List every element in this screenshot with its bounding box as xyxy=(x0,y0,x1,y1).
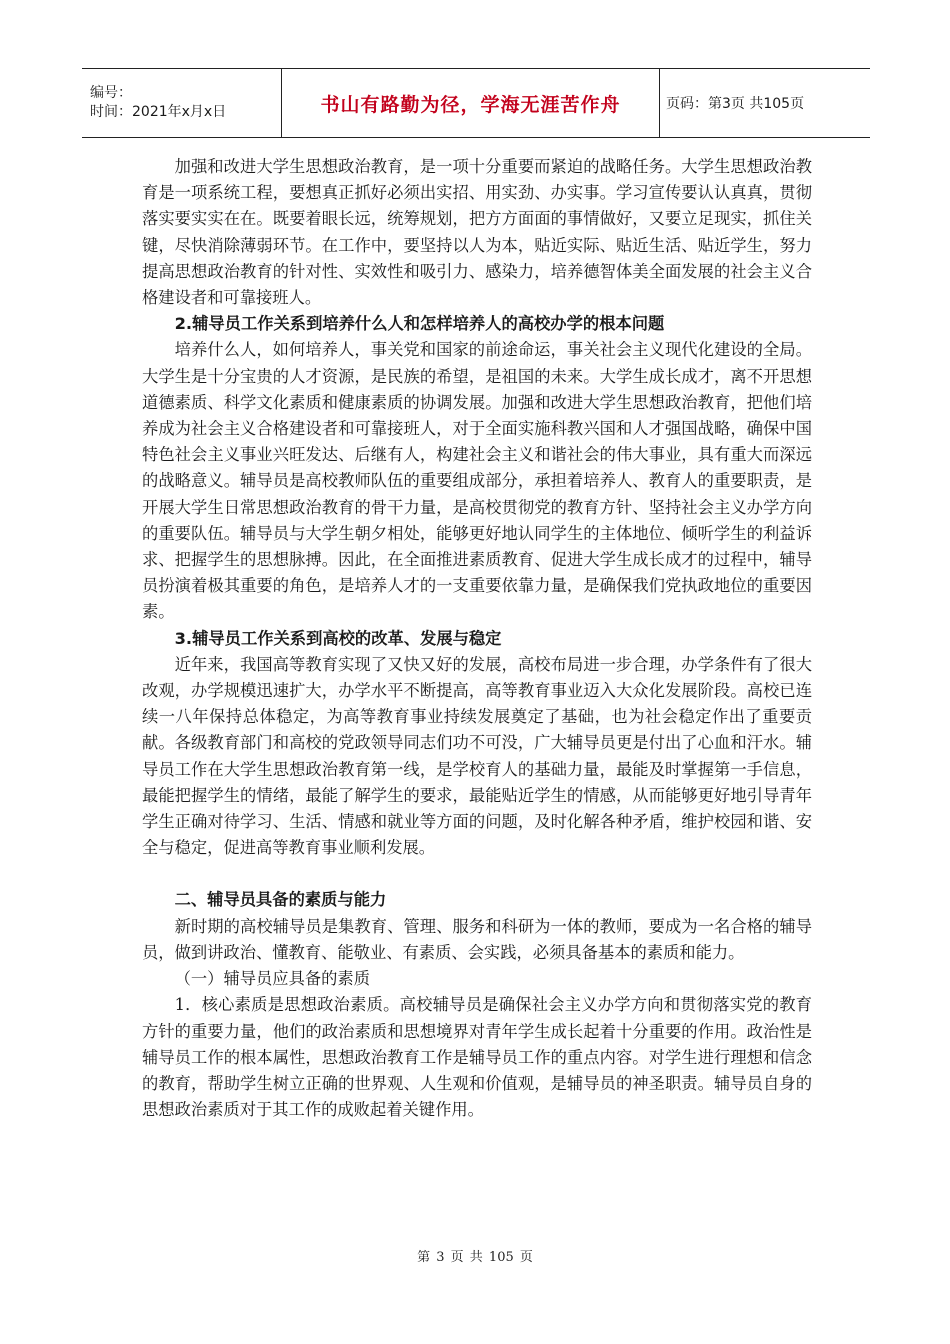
motto-text: 书山有路勤为径，学海无涯苦作舟 xyxy=(320,93,621,116)
footer-page-number: 第 3 页 共 105 页 xyxy=(417,1250,533,1265)
paragraph-gap xyxy=(142,861,812,887)
time-label: 时间：2021年x月x日 xyxy=(90,104,227,120)
chapter-heading: 二、辅导员具备的素质与能力 xyxy=(174,890,387,910)
body-paragraph: 培养什么人，如何培养人，事关党和国家的前途命运，事关社会主义现代化建设的全局。大学生是十分宝贵的人才资源，是民族的希望，是祖国的未来。大学生成长成才，离不开思想道德素质、科学文化素质和健康素质的协调发展。加强和改进大学生思想政治教育，把他们培养成为社会主义合格建设者和可靠接班人，对于全面实施科教兴国和人才强国战略，确保中国特色社会主义事业兴旺发达、后继有人，构建社会主义和谐社会的伟大事业，具有重大而深远的战略意义。辅导员是高校教师队伍的重要组成部分，承担着培养人、教育人的重要职责，是开展大学生日常思想政治教育的骨干力量，是高校贯彻党的教育方针、坚持社会主义办学方向的重要队伍。辅导员与大学生朝夕相处，能够更好地认同学生的主体地位、倾听学生的利益诉求、把握学生的思想脉搏。因此，在全面推进素质教育、促进大学生成长成才的过程中，辅导员扮演着极其重要的角色，是培养人才的一支重要依靠力量，是确保我们党执政地位的重要因素。 xyxy=(142,340,812,622)
document-header xyxy=(82,68,870,138)
section-heading: 2.辅导员工作关系到培养什么人和怎样培养人的高校办学的根本问题 xyxy=(174,314,665,334)
document-body xyxy=(142,154,812,1123)
section-heading: 3.辅导员工作关系到高校的改革、发展与稳定 xyxy=(174,628,502,648)
header-page-info: 页码：第3页 共105页 xyxy=(666,96,805,112)
body-paragraph: 1．核心素质是思想政治素质。高校辅导员是确保社会主义办学方向和贯彻落实党的教育方针的重要力量，他们的政治素质和思想境界对青年学生成长起着十分重要的作用。政治性是辅导员工作的根本属性，思想政治教育工作是辅导员工作的重点内容。对学生进行理想和信念的教育，帮助学生树立正确的世界观、人生观和价值观，是辅导员的神圣职责。辅导员自身的思想政治素质对于其工作的成败起着关键作用。 xyxy=(142,995,812,1120)
page-footer xyxy=(0,1246,950,1265)
header-motto-cell xyxy=(282,69,660,137)
header-page-cell xyxy=(660,69,870,137)
subsection-heading: （一）辅导员应具备的素质 xyxy=(174,969,370,989)
body-paragraph: 新时期的高校辅导员是集教育、管理、服务和科研为一体的教师，要成为一名合格的辅导员，做到讲政治、懂教育、能敬业、有素质、会实践，必须具备基本的素质和能力。 xyxy=(142,916,812,962)
body-paragraph: 加强和改进大学生思想政治教育，是一项十分重要而紧迫的战略任务。大学生思想政治教育是一项系统工程，要想真正抓好必须出实招、用实劲、办实事。学习宣传要认认真真，贯彻落实要实实在在。既要着眼长远，统筹规划，把方方面面的事情做好，又要立足现实，抓住关键，尽快消除薄弱环节。在工作中，要坚持以人为本，贴近实际、贴近生活、贴近学生，努力提高思想政治教育的针对性、实效性和吸引力、感染力，培养德智体美全面发展的社会主义合格建设者和可靠接班人。 xyxy=(142,157,812,308)
number-label: 编号： xyxy=(90,85,132,101)
header-info-cell xyxy=(82,69,282,137)
body-paragraph: 近年来，我国高等教育实现了又快又好的发展，高校布局进一步合理，办学条件有了很大改观，办学规模迅速扩大，办学水平不断提高，高等教育事业迈入大众化发展阶段。高校已连续一八年保持总体稳定，为高等教育事业持续发展奠定了基础，也为社会稳定作出了重要贡献。各级教育部门和高校的党政领导同志们功不可没，广大辅导员更是付出了心血和汗水。辅导员工作在大学生思想政治教育第一线，是学校育人的基础力量，最能及时掌握第一手信息，最能把握学生的情绪，最能了解学生的要求，最能贴近学生的情感，从而能够更好地引导青年学生正确对待学习、生活、情感和就业等方面的问题，及时化解各种矛盾，维护校园和谐、安全与稳定，促进高等教育事业顺利发展。 xyxy=(142,654,812,858)
